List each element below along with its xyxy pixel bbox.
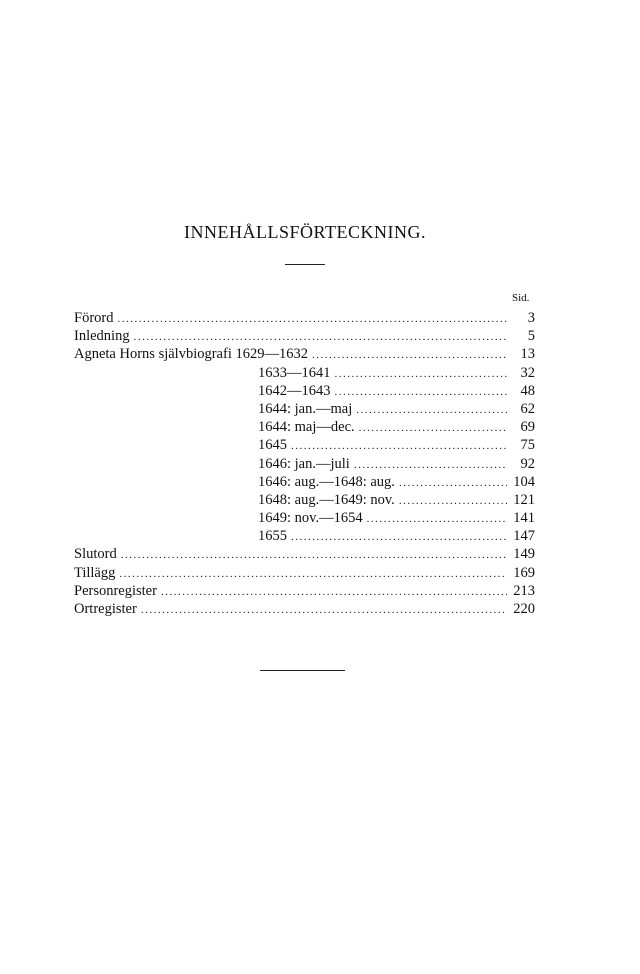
toc-entry-page: 75 [520,437,535,454]
leader-dots [117,310,507,328]
leader-dots [354,456,507,474]
toc-entry-label: 1645 [258,437,287,454]
toc-entry-label: 1646: jan.—juli [258,455,350,472]
toc-entry [74,327,535,345]
toc-entry [74,545,535,563]
toc-entry-page: 104 [513,473,535,490]
toc-entry-label: 1644: maj—dec. [258,419,355,436]
leader-dots [399,474,507,492]
page-column-header: Sid. [512,292,530,304]
leader-dots [367,510,507,528]
leader-dots [312,346,507,364]
toc-entry-page: 92 [520,455,535,472]
table-of-contents [74,309,535,618]
toc-entry-page: 213 [513,582,535,599]
leader-dots [141,601,507,619]
leader-dots [134,328,507,346]
toc-subentry [74,382,535,400]
toc-entry-page: 121 [513,491,535,508]
toc-entry-page: 149 [513,546,535,563]
toc-subentry [74,473,535,491]
leader-dots [121,546,507,564]
toc-entry-label: Förord [74,310,114,326]
toc-entry [74,345,535,363]
toc-entry-page: 62 [520,400,535,417]
toc-entry-label: 1642—1643 [258,382,331,399]
toc-subentry [74,400,535,418]
toc-entry-label: Personregister [74,582,157,599]
toc-subentry [74,364,535,382]
leader-dots [119,565,507,583]
toc-entry-page: 13 [520,346,535,363]
leader-dots [291,528,507,546]
toc-entry-page: 169 [513,564,535,581]
leader-dots [161,583,507,601]
toc-entry-page: 5 [527,328,535,345]
toc-entry [74,582,535,600]
closing-divider [260,670,345,671]
toc-entry-label: 1646: aug.—1648: aug. [258,473,395,490]
toc-entry-label: 1649: nov.—1654 [258,510,363,527]
leader-dots [356,401,507,419]
toc-entry [74,309,535,327]
leader-dots [291,437,507,455]
toc-entry-label: 1648: aug.—1649: nov. [258,491,395,508]
toc-subentry [74,418,535,436]
toc-subentry [74,527,535,545]
toc-entry-page: 69 [520,419,535,436]
toc-subentry [74,436,535,454]
toc-entry-label: Tillägg [74,564,116,581]
leader-dots [335,383,508,401]
page-title: INNEHÅLLSFÖRTECKNING. [184,222,426,242]
toc-entry-label: 1644: jan.—maj [258,400,353,417]
toc-entry-label: Agneta Horns självbiografi 1629—1632 [74,346,308,363]
toc-entry-label: Slutord [74,546,117,563]
toc-entry-label: 1633—1641 [258,364,331,381]
toc-subentry [74,491,535,509]
toc-entry-page: 220 [513,601,535,617]
toc-entry-label: Ortregister [74,601,137,617]
leader-dots [335,365,508,383]
toc-entry-page: 48 [520,382,535,399]
toc-entry-page: 141 [513,510,535,527]
title-divider [285,264,325,265]
toc-entry-page: 147 [513,528,535,545]
toc-entry-page: 32 [520,364,535,381]
toc-entry-label: Inledning [74,328,130,345]
leader-dots [399,492,507,510]
toc-entry [74,564,535,582]
toc-entry-page: 3 [527,310,535,326]
toc-subentry [74,455,535,473]
toc-entry-label: 1655 [258,528,287,545]
leader-dots [359,419,507,437]
toc-subentry [74,509,535,527]
toc-entry [74,600,535,618]
